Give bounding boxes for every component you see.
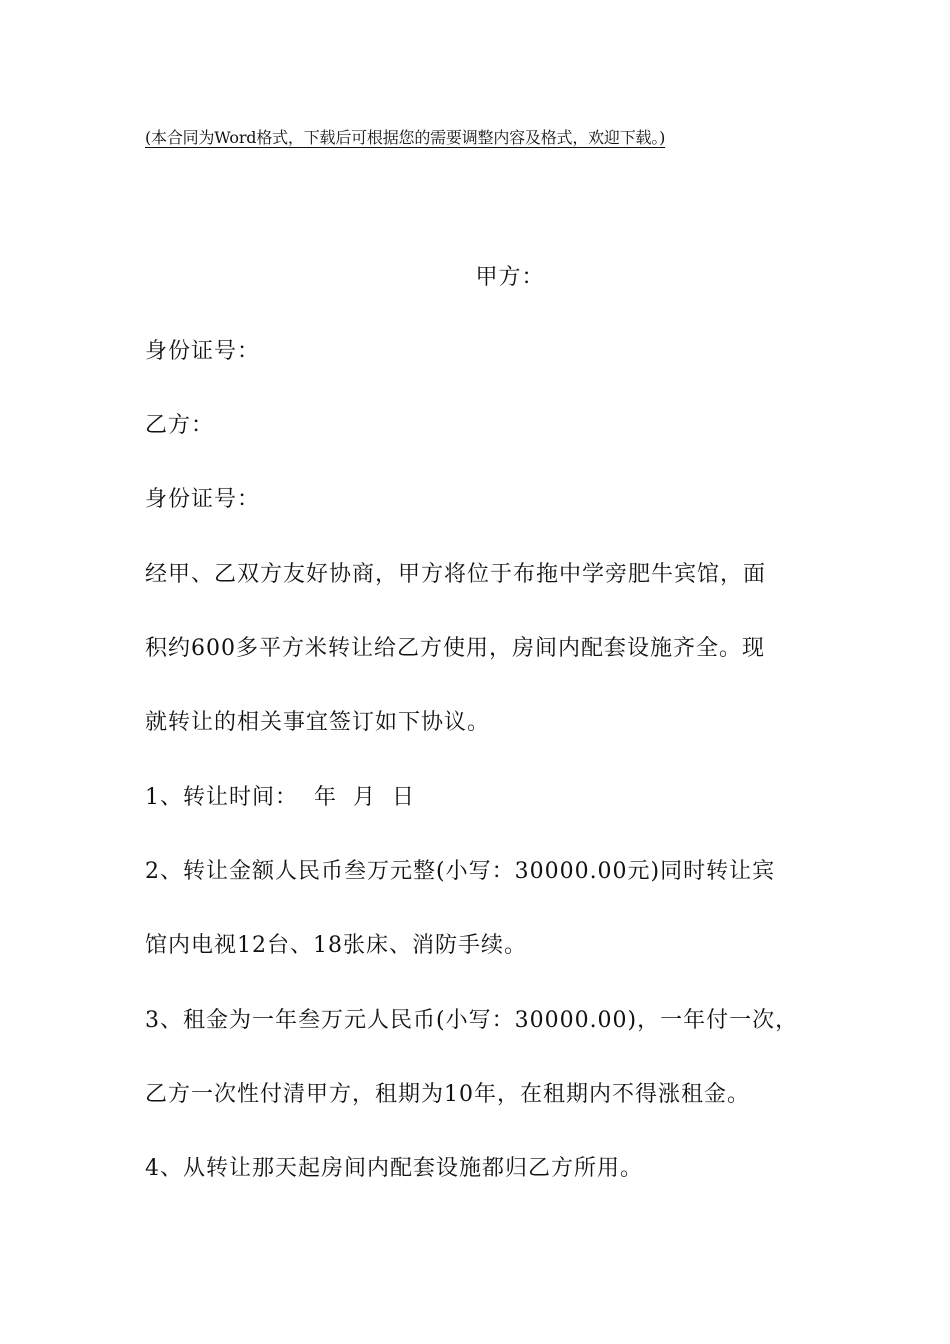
party-a-label: 甲方：: [475, 265, 545, 290]
format-note: (本合同为Word格式，下载后可根据您的需要调整内容及格式，欢迎下载。): [145, 128, 666, 147]
clause-1: 1、转让时间： 年 月 日: [145, 785, 415, 810]
party-a-id-label: 身份证号：: [145, 339, 261, 364]
intro-line-1: 经甲、乙双方友好协商，甲方将位于布拖中学旁肥牛宾馆，面: [145, 562, 767, 587]
clause-3-line-2: 乙方一次性付清甲方，租期为10年，在租期内不得涨租金。: [145, 1082, 750, 1107]
intro-line-3: 就转让的相关事宜签订如下协议。: [145, 710, 491, 735]
intro-line-2: 积约600多平方米转让给乙方使用，房间内配套设施齐全。现: [145, 636, 765, 661]
clause-2-line-1: 2、转让金额人民币叁万元整(小写：30000.00元)同时转让宾: [145, 859, 776, 884]
clause-2-line-2: 馆内电视12台、18张床、消防手续。: [145, 933, 527, 958]
clause-4: 4、从转让那天起房间内配套设施都归乙方所用。: [145, 1156, 643, 1181]
party-b-id-label: 身份证号：: [145, 487, 261, 512]
clause-3-line-1: 3、租金为一年叁万元人民币(小写：30000.00)，一年付一次，: [145, 1008, 799, 1033]
party-b-label: 乙方：: [145, 413, 215, 438]
